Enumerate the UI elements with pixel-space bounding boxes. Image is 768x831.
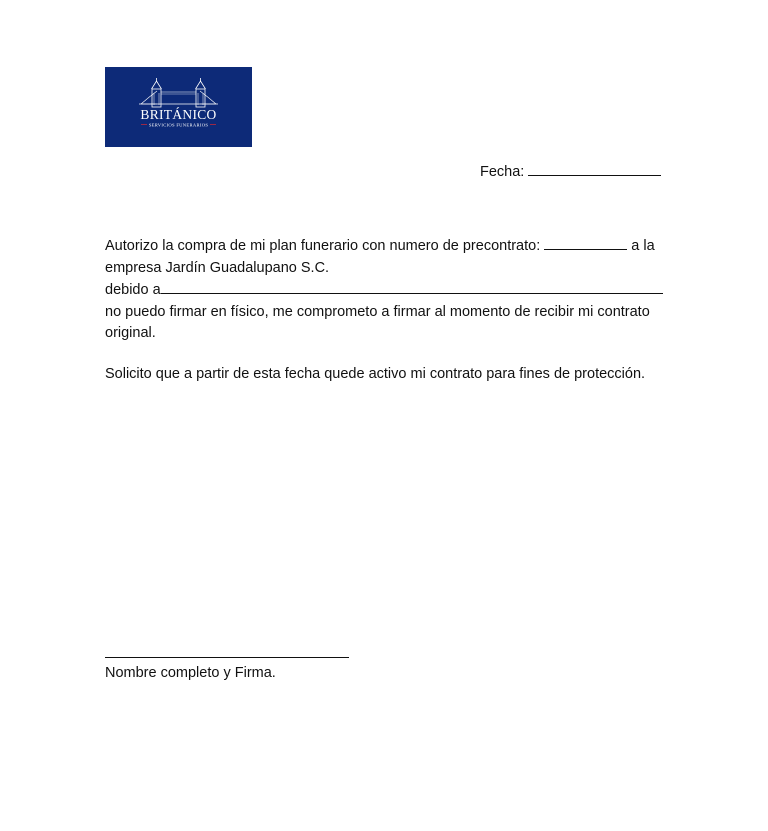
request-paragraph: Solicito que a partir de esta fecha quede activo mi contrato para fines de protección. bbox=[105, 366, 646, 382]
reason-blank[interactable] bbox=[161, 279, 663, 294]
fecha-label: Fecha: bbox=[480, 164, 529, 180]
authorization-line-1 bbox=[105, 235, 665, 258]
britanico-logo bbox=[105, 67, 252, 147]
signature-line[interactable] bbox=[105, 657, 349, 658]
logo-tagline-text: SERVICIOS FUNERARIOS bbox=[148, 122, 209, 128]
logo-brand-text: BRITÁNICO bbox=[140, 107, 217, 122]
authorization-line-4: no puedo firmar en físico, me comprometo a firmar al momento de recibir mi contrato bbox=[105, 303, 650, 320]
authorization-line-1-text: Autorizo la compra de mi plan funerario con numero de precontrato: bbox=[105, 238, 545, 254]
fecha-field bbox=[480, 161, 661, 181]
debido-a-label: debido a bbox=[105, 282, 161, 298]
authorization-paragraph bbox=[105, 235, 665, 345]
authorization-line-2: empresa Jardín Guadalupano S.C. bbox=[105, 259, 330, 276]
signature-label: Nombre completo y Firma. bbox=[105, 665, 276, 681]
tower-bridge-icon bbox=[105, 67, 252, 147]
authorization-line-5: original. bbox=[105, 325, 156, 341]
authorization-line-3 bbox=[105, 279, 665, 302]
authorization-line-1-suffix: a la bbox=[627, 238, 655, 254]
fecha-blank[interactable] bbox=[528, 161, 661, 176]
precontrato-blank[interactable] bbox=[544, 235, 627, 250]
